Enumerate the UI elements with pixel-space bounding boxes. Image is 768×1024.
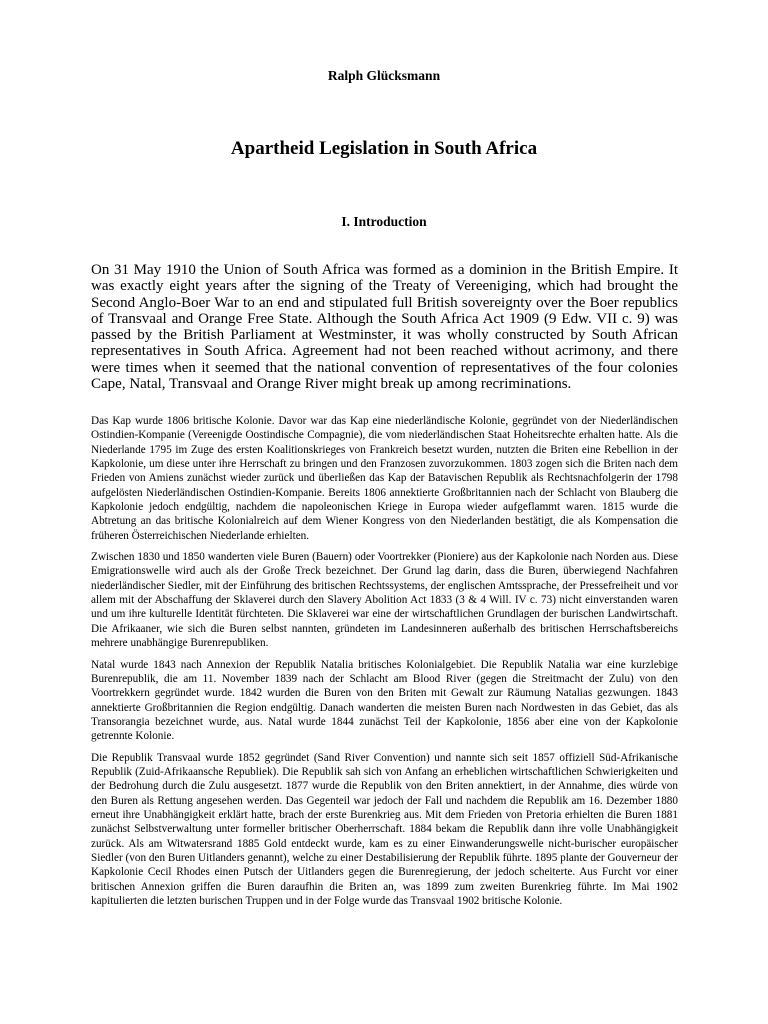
note-paragraph-great-trek: Zwischen 1830 und 1850 wanderten viele Buren (Bauern) oder Voortrekker (Pioniere) aus der Kapkolonie nach Norden aus. Diese Emigrationswelle wird auch als der Große Treck bezeichnet. Der Grund lag darin, dass die Buren, überwiegend Nachfahren niederländischer Siedler, mit der Einführung des britischen Rechtssystems, der englischen Amtssprache, der Pressefreiheit und vor allem mit der Abschaffung der Sklaverei durch den Slavery Abolition Act 1833 (3 & 4 Will. IV c. 73) nicht einverstanden waren und um ihre kulturelle Identität fürchteten. Die Sklaverei war eine der wirtschaftlichen Grundlagen der burischen Landwirtschaft. Die Afrikaaner, wie sich die Buren selbst nannten, gründeten im Landesinneren außerhalb des britischen Herrschaftsbereichs mehrere unabhängige Burenrepubliken. bbox=[91, 551, 678, 650]
note-paragraph-transvaal: Die Republik Transvaal wurde 1852 gegründet (Sand River Convention) und nannte sich seit 1857 offiziell Süd-Afrikanische Republik (Zuid-Afrikaansche Republiek). Die Republik sah sich von Anfang an erheblichen wirtschaftlichen Schwierigkeiten und der Bedrohung durch die Zulu ausgesetzt. 1877 wurde die Republik von den Briten annektiert, in der Annahme, dies würde von den Buren als Rettung angesehen werden. Das Gegenteil war jedoch der Fall und nachdem die Republik am 16. Dezember 1880 erneut ihre Unabhängigkeit erklärt hatte, brach der erste Burenkrieg aus. Mit dem Frieden von Pretoria erhielten die Buren 1881 zunächst Selbstverwaltung unter formeller britischer Oberherrschaft. 1884 bekam die Republik dann ihre volle Unabhängigkeit zurück. Als am Witwatersrand 1885 Gold entdeckt wurde, kam es zu einer Einwanderungswelle nicht-burischer europäischer Siedler (von den Buren Uitlanders genannt), welche zu einer Destabilisierung der Republik führte. 1895 plante der Gouverneur der Kapkolonie Cecil Rhodes einen Putsch der Uitlanders gegen die Burenregierung, der jedoch scheiterte. Aus Furcht vor einer britischen Annexion griffen die Buren daraufhin die Briten an, was 1899 zum zweiten Burenkrieg führte. Im Mai 1902 kapitulierten die letzten burischen Truppen und in der Folge wurde das Transvaal 1902 britische Kolonie. bbox=[91, 751, 678, 907]
section-heading: I. Introduction bbox=[341, 214, 427, 229]
notes-block bbox=[91, 414, 678, 915]
note-paragraph-cape: Das Kap wurde 1806 britische Kolonie. Davor war das Kap eine niederländische Kolonie, gegründet von der Niederländischen Ostindien-Kompanie (Vereenigde Oostindische Compagnie), die vom niederländischen Staat Hoheitsrechte erhalten hatte. Als die Niederlande 1795 im Zuge des ersten Koalitionskrieges von Frankreich besetzt wurden, nutzten die Briten eine Rebellion in der Kapkolonie, um diese unter ihre Herrschaft zu bringen und den Franzosen zuvorzukommen. 1803 zogen sich die Briten nach dem Frieden von Amiens zunächst wieder zurück und überließen das Kap der Batavischen Republik als Rechtsnachfolgerin der 1798 aufgelösten Niederländischen Ostindien-Kompanie. Bereits 1806 annektierte Großbritannien nach der Schlacht von Blauberg die Kapkolonie jedoch endgültig, nachdem die napoleonischen Kriege in Europa wieder aufgeflammt waren. 1815 wurde die Abtretung an das britische Kolonialreich auf dem Wiener Kongress von den Niederlanden bestätigt, die als Kompensation die früheren Österreichischen Niederlande erhielten. bbox=[91, 415, 678, 542]
intro-paragraph: On 31 May 1910 the Union of South Africa was formed as a dominion in the British Empire. It was exactly eight years after the signing of the Treaty of Vereeniging, which had brought the Second Anglo-Boer War to an end and stipulated full British sovereignty over the Boer republics of Transvaal and Orange Free State. Although the South Africa Act 1909 (9 Edw. VII c. 9) was passed by the British Parliament at Westminster, it was wholly constructed by South African representatives in South Africa. Agreement had not been reached without acrimony, and there were times when it seemed that the national convention of representatives of the four colonies Cape, Natal, Transvaal and Orange River might break up among recriminations. bbox=[91, 262, 678, 393]
note-paragraph-natal: Natal wurde 1843 nach Annexion der Republik Natalia britisches Kolonialgebiet. Die Republik Natalia war eine kurzlebige Burenrepublik, die am 11. November 1839 nach der Schlacht am Blood River (gegen die Streitmacht der Zulu) von den Voortrekkern gegründet wurde. 1842 wurden die Buren von den Briten mit Gewalt zur Räumung Natalias gezwungen. 1843 annektierte Großbritannien die Region endgültig. Danach wanderten die meisten Buren nach Nordwesten in das Gebiet, das als Transorangia bezeichnet wurde, aus. Natal wurde 1844 zunächst Teil der Kapkolonie, 1856 aber eine von der Kapkolonie getrennte Kolonie. bbox=[91, 658, 678, 743]
document-title: Apartheid Legislation in South Africa bbox=[230, 138, 538, 159]
author-name: Ralph Glücksmann bbox=[327, 68, 441, 83]
